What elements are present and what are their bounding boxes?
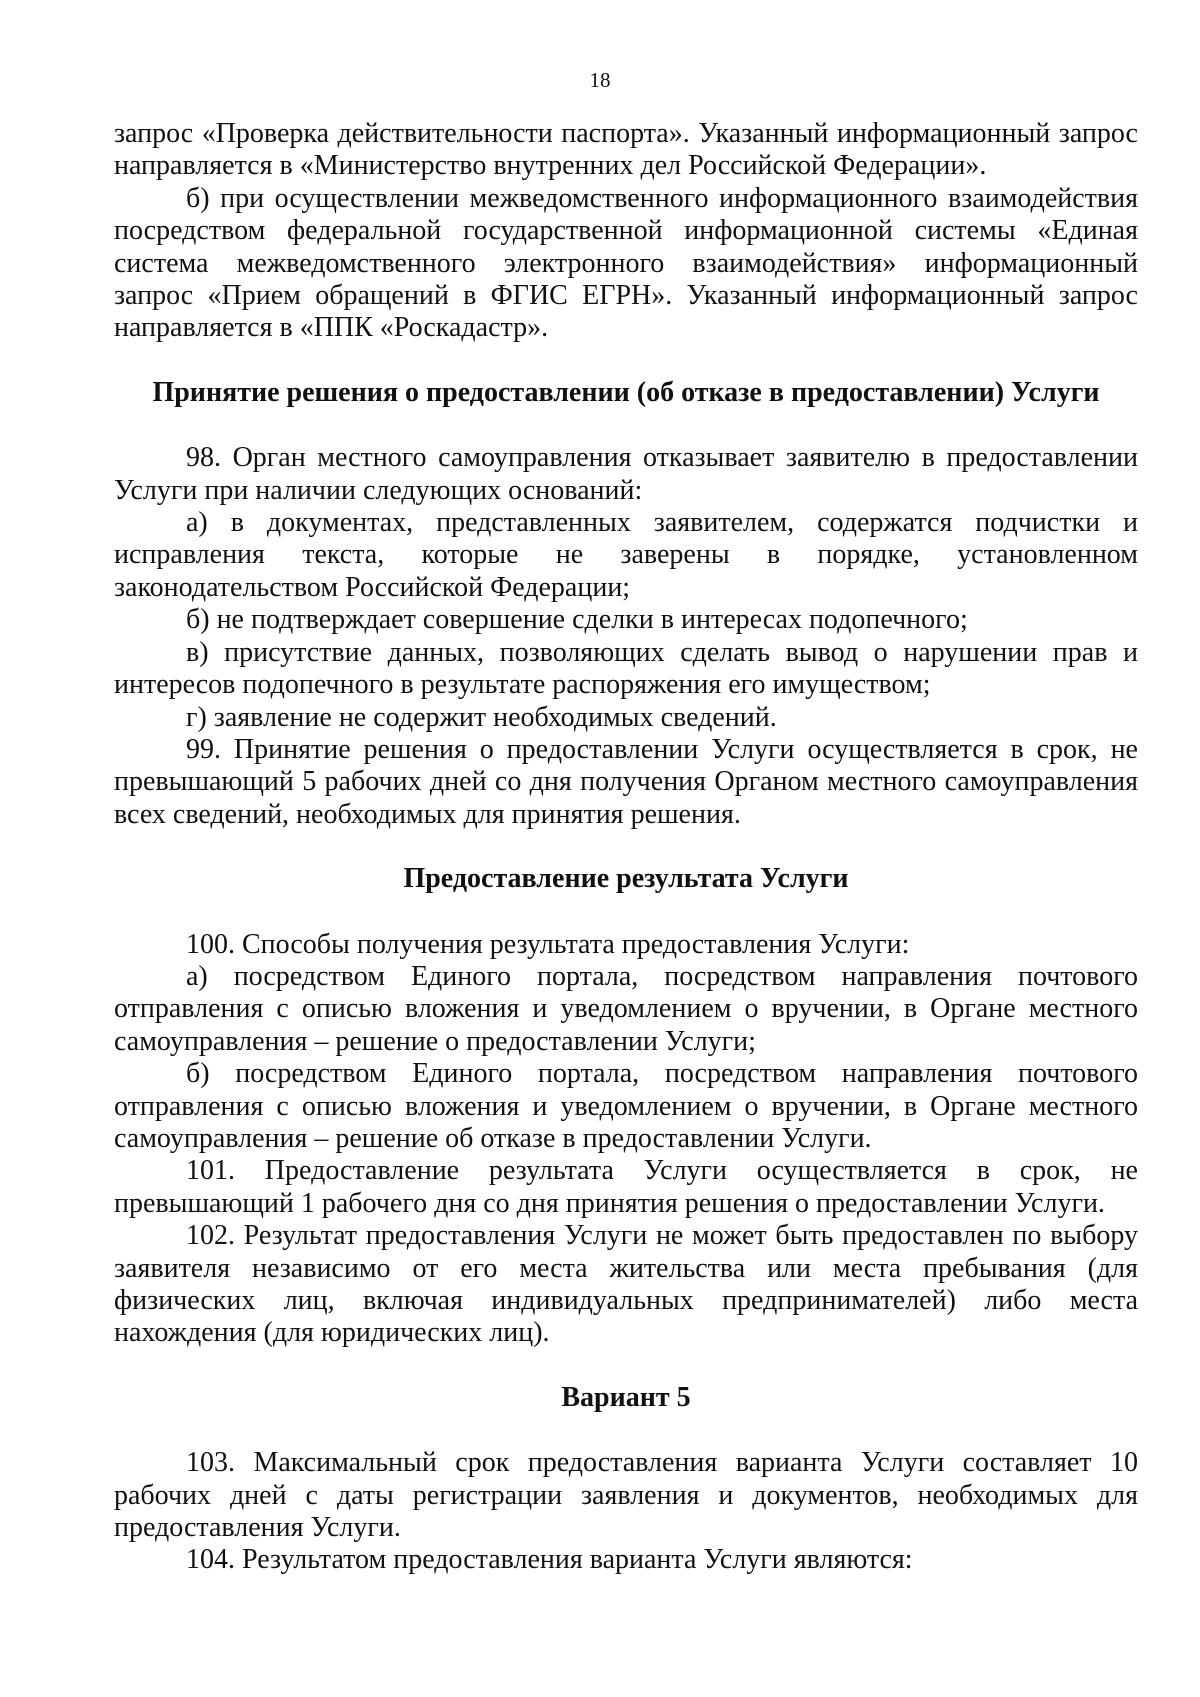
document-body: [114, 118, 1138, 1577]
section-heading-result: Предоставление результата Услуги: [403, 863, 849, 895]
paragraph-98-b: б) не подтверждает совершение сделки в интересах подопечного;: [186, 604, 968, 636]
section-heading-variant-5: Вариант 5: [561, 1381, 691, 1413]
page-number: 18: [589, 68, 611, 92]
paragraph-100-b: б) посредством Единого портала, посредством направления почтового отправления с описью вложения и уведомлением о вручении, в Органе местного самоуправления – решение об отказе в предоставлении Услуги.: [114, 1058, 1138, 1154]
paragraph-98-a: а) в документах, представленных заявителем, содержатся подчистки и исправления текста, которые не заверены в порядке, установленном законодательством Российской Федерации;: [114, 507, 1138, 603]
paragraph-100-a: а) посредством Единого портала, посредством направления почтового отправления с описью вложения и уведомлением о вручении, в Органе местного самоуправления – решение о предоставлении Услуги;: [114, 960, 1138, 1057]
paragraph-99: 99. Принятие решения о предоставлении Услуги осуществляется в срок, не превышающий 5 рабочих дней со дня получения Органом местного самоуправления всех сведений, необходимых для принятия решения.: [114, 733, 1138, 830]
paragraph-103: 103. Максимальный срок предоставления варианта Услуги составляет 10 рабочих дней с даты регистрации заявления и документов, необходимых для предоставления Услуги.: [114, 1447, 1138, 1544]
paragraph-100: 100. Способы получения результата предоставления Услуги:: [186, 928, 910, 960]
paragraph-98-g: г) заявление не содержит необходимых сведений.: [186, 701, 777, 733]
paragraph-98: 98. Орган местного самоуправления отказывает заявителю в предоставлении Услуги при наличии следующих оснований:: [114, 442, 1138, 506]
paragraph-101: 101. Предоставление результата Услуги осуществляется в срок, не превышающий 1 рабочего дня со дня принятия решения о предоставлении Услуги.: [114, 1155, 1138, 1219]
paragraph-102: 102. Результат предоставления Услуги не может быть предоставлен по выбору заявителя независимо от его места жительства или места пребывания (для физических лиц, включая индивидуальных предпринимателей) либо места нахождения (для юридических лиц).: [114, 1220, 1138, 1349]
paragraph-smev-query: б) при осуществлении межведомственного информационного взаимодействия посредством федеральной государственной информационной системы «Единая система межведомственного электронного взаимодействия» информационный запрос «Прием обращений в ФГИС ЕГРН». Указанный информационный запрос направляется в «ППК «Роскадастр».: [114, 182, 1138, 344]
section-heading-decision: Принятие решения о предоставлении (об отказе в предоставлении) Услуги: [152, 376, 1100, 408]
paragraph-passport-query: запрос «Проверка действительности паспорта». Указанный информационный запрос направляется в «Министерство внутренних дел Российской Федерации».: [114, 118, 1138, 182]
paragraph-104: 104. Результатом предоставления варианта Услуги являются:: [186, 1544, 913, 1576]
paragraph-98-v: в) присутствие данных, позволяющих сделать вывод о нарушении прав и интересов подопечного в результате распоряжения его имуществом;: [114, 636, 1138, 701]
